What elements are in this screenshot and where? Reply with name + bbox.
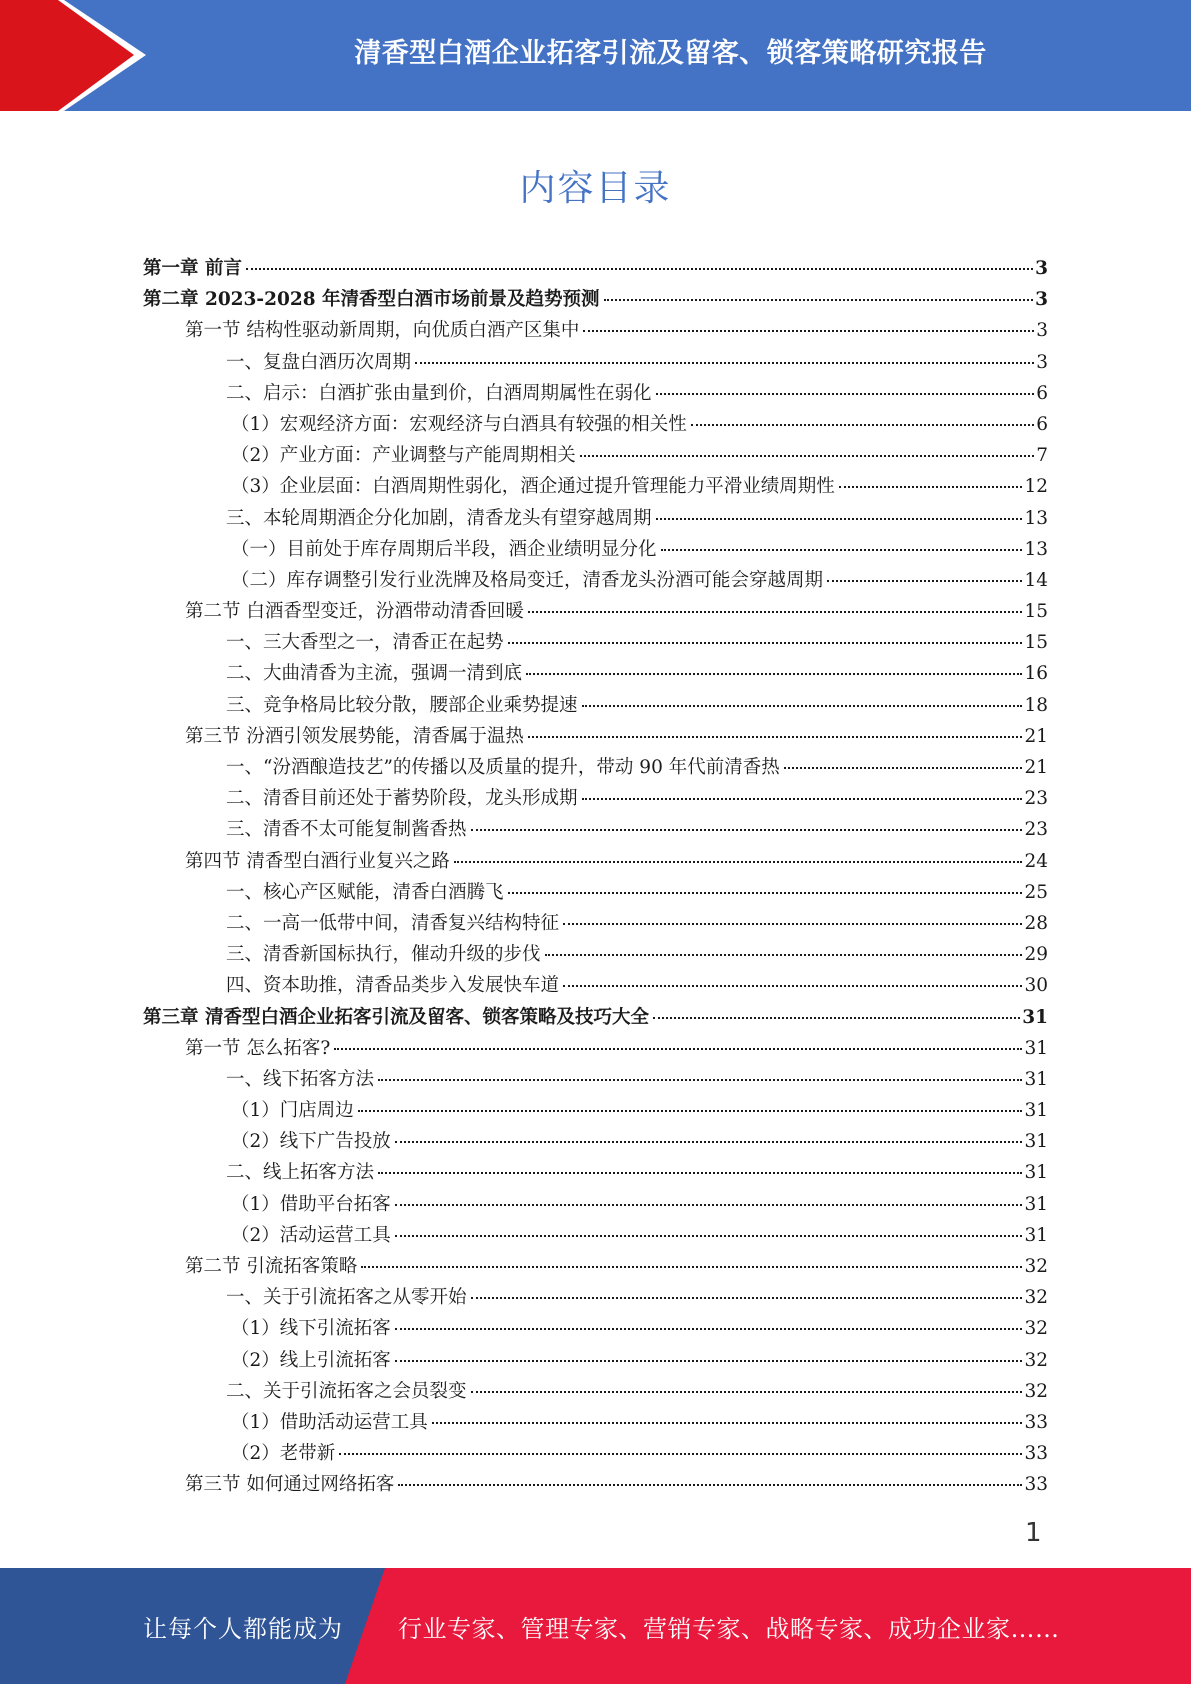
toc-entry[interactable] <box>143 1470 1048 1501</box>
toc-entry-title: 一、三大香型之一，清香正在起势 <box>226 632 504 654</box>
toc-heading: 内容目录 <box>519 168 672 209</box>
toc-leader-dots <box>528 735 1023 738</box>
page-footer <box>0 1568 1191 1684</box>
footer-slogan-left: 让每个人都能成为 <box>143 1614 343 1643</box>
toc-entry-page: 32 <box>1024 1256 1048 1277</box>
toc-leader-dots <box>246 267 1033 270</box>
toc-leader-dots <box>656 517 1023 520</box>
toc-leader-dots <box>653 1016 1020 1019</box>
toc-entry[interactable] <box>143 691 1048 722</box>
toc-entry-title: （二）库存调整引发行业洗牌及格局变迁，清香龙头汾酒可能会穿越周期 <box>231 569 824 591</box>
toc-leader-dots <box>395 1359 1023 1362</box>
toc-leader-dots <box>528 610 1023 613</box>
toc-entry[interactable] <box>143 535 1048 566</box>
toc-entry-title: （一）目前处于库存周期后半段，酒企业绩明显分化 <box>231 538 657 560</box>
toc-entry-title: 一、核心产区赋能，清香白酒腾飞 <box>226 881 504 903</box>
toc-entry-title: 一、线下拓客方法 <box>226 1068 375 1090</box>
toc-leader-dots <box>378 1171 1022 1174</box>
toc-entry-page: 31 <box>1024 1131 1048 1153</box>
toc-entry-title: 二、一高一低带中间，清香复兴结构特征 <box>226 912 560 934</box>
toc-entry[interactable] <box>143 784 1048 815</box>
toc-entry[interactable] <box>143 659 1048 690</box>
toc-entry-title: 第一节 结构性驱动新周期，向优质白酒产区集中 <box>185 320 580 342</box>
toc-leader-dots <box>582 704 1023 707</box>
toc-entry[interactable] <box>143 441 1048 472</box>
toc-entry-title: 三、竞争格局比较分散，腰部企业乘势提速 <box>226 694 578 716</box>
toc-entry-page: 31 <box>1024 1068 1048 1090</box>
toc-entry-page: 31 <box>1022 1006 1048 1028</box>
toc-entry-page: 14 <box>1024 569 1048 591</box>
toc-entry-page: 6 <box>1036 413 1048 435</box>
toc-leader-dots <box>580 454 1034 457</box>
toc-leader-dots <box>395 1203 1023 1206</box>
toc-entry[interactable] <box>143 472 1048 503</box>
toc-leader-dots <box>583 329 1034 332</box>
toc-entry-title: 二、大曲清香为主流，强调一清到底 <box>226 663 523 685</box>
toc-leader-dots <box>471 1390 1023 1393</box>
toc-entry-page: 13 <box>1024 507 1048 529</box>
table-of-contents <box>143 254 1048 1502</box>
toc-leader-dots <box>358 1109 1023 1112</box>
toc-entry-title: （2）老带新 <box>231 1443 336 1465</box>
toc-leader-dots <box>526 672 1022 675</box>
toc-entry-page: 12 <box>1024 476 1048 498</box>
toc-leader-dots <box>827 579 1022 582</box>
toc-entry[interactable] <box>143 1377 1048 1408</box>
toc-entry[interactable] <box>143 940 1048 971</box>
toc-entry-page: 23 <box>1024 819 1048 841</box>
toc-leader-dots <box>471 828 1023 831</box>
toc-entry-page: 3 <box>1035 289 1048 311</box>
toc-entry-page: 21 <box>1024 757 1048 778</box>
toc-entry-title: 第二章 2023-2028 年清香型白酒市场前景及趋势预测 <box>143 289 600 311</box>
toc-entry-page: 32 <box>1024 1349 1048 1371</box>
toc-entry-page: 28 <box>1024 912 1048 934</box>
toc-leader-dots <box>415 361 1034 364</box>
toc-entry-page: 31 <box>1024 1162 1048 1184</box>
page-header <box>0 0 1191 111</box>
toc-entry-title: 一、“汾酒酿造技艺”的传播以及质量的提升，带动 90 年代前清香热 <box>226 757 780 778</box>
toc-entry[interactable] <box>143 1065 1048 1096</box>
toc-entry-page: 25 <box>1024 881 1048 903</box>
toc-entry-page: 32 <box>1024 1380 1048 1402</box>
toc-entry[interactable] <box>143 1034 1048 1065</box>
toc-entry-page: 32 <box>1024 1287 1048 1309</box>
toc-entry-page: 30 <box>1024 975 1048 997</box>
toc-entry[interactable] <box>143 348 1048 379</box>
toc-entry[interactable] <box>143 1283 1048 1314</box>
toc-leader-dots <box>432 1421 1023 1424</box>
toc-entry[interactable] <box>143 1003 1048 1034</box>
toc-leader-dots <box>395 1140 1023 1143</box>
toc-entry[interactable] <box>143 1127 1048 1158</box>
toc-entry-title: 二、清香目前还处于蓄势阶段，龙头形成期 <box>226 788 578 810</box>
toc-entry[interactable] <box>143 504 1048 535</box>
toc-entry[interactable] <box>143 1252 1048 1283</box>
toc-entry-page: 31 <box>1024 1037 1048 1059</box>
toc-leader-dots <box>395 1327 1023 1330</box>
toc-leader-dots <box>545 953 1023 956</box>
toc-entry[interactable] <box>143 1346 1048 1377</box>
toc-entry-title: 三、本轮周期酒企分化加剧，清香龙头有望穿越周期 <box>226 507 652 529</box>
toc-leader-dots <box>656 392 1035 395</box>
toc-leader-dots <box>398 1483 1022 1486</box>
toc-entry[interactable] <box>143 410 1048 441</box>
toc-entry[interactable] <box>143 815 1048 846</box>
toc-entry-title: （2）线上引流拓客 <box>231 1349 391 1371</box>
toc-entry-title: 第二节 白酒香型变迁，汾酒带动清香回暖 <box>185 601 524 623</box>
toc-leader-dots <box>563 922 1022 925</box>
toc-entry-title: 第三节 汾酒引领发展势能，清香属于温热 <box>185 725 524 747</box>
toc-entry-page: 33 <box>1024 1443 1048 1465</box>
toc-entry-page: 15 <box>1024 632 1048 654</box>
toc-leader-dots <box>454 860 1023 863</box>
toc-entry[interactable] <box>143 285 1048 316</box>
toc-leader-dots <box>361 1265 1022 1268</box>
toc-entry-title: 一、复盘白酒历次周期 <box>226 351 412 373</box>
toc-leader-dots <box>604 298 1034 301</box>
toc-entry[interactable] <box>143 847 1048 878</box>
toc-entry-title: 第一节 怎么拓客? <box>185 1037 331 1059</box>
toc-entry-title: （1）宏观经济方面：宏观经济与白酒具有较强的相关性 <box>231 413 687 435</box>
toc-entry[interactable] <box>143 628 1048 659</box>
toc-entry-page: 24 <box>1024 850 1048 872</box>
toc-entry-page: 21 <box>1024 725 1048 747</box>
toc-leader-dots <box>691 423 1034 426</box>
toc-entry[interactable] <box>143 1190 1048 1221</box>
toc-entry-title: （1）借助活动运营工具 <box>231 1411 428 1433</box>
toc-entry[interactable] <box>143 254 1048 285</box>
toc-entry[interactable] <box>143 753 1048 784</box>
toc-leader-dots <box>563 984 1022 987</box>
toc-entry[interactable] <box>143 566 1048 597</box>
toc-leader-dots <box>582 797 1023 800</box>
toc-entry[interactable] <box>143 909 1048 940</box>
toc-entry-title: （2）线下广告投放 <box>231 1131 391 1153</box>
toc-entry[interactable] <box>143 1314 1048 1345</box>
toc-entry[interactable] <box>143 878 1048 909</box>
toc-entry[interactable] <box>143 1408 1048 1439</box>
toc-entry-title: 二、关于引流拓客之会员裂变 <box>226 1380 467 1402</box>
toc-entry[interactable] <box>143 971 1048 1002</box>
toc-entry-page: 15 <box>1024 601 1048 623</box>
toc-entry-page: 16 <box>1024 663 1048 685</box>
toc-entry-page: 23 <box>1024 788 1048 810</box>
toc-entry-page: 13 <box>1024 538 1048 560</box>
toc-entry[interactable] <box>143 379 1048 410</box>
toc-entry-title: （3）企业层面：白酒周期性弱化，酒企通过提升管理能力平滑业绩周期性 <box>231 476 835 498</box>
toc-leader-dots <box>395 1234 1023 1237</box>
toc-entry-page: 31 <box>1024 1100 1048 1122</box>
toc-leader-dots <box>471 1296 1023 1299</box>
toc-entry-page: 18 <box>1024 694 1048 716</box>
toc-leader-dots <box>661 548 1023 551</box>
toc-entry-title: 第三章 清香型白酒企业拓客引流及留客、锁客策略及技巧大全 <box>143 1006 649 1028</box>
toc-leader-dots <box>508 891 1023 894</box>
toc-entry[interactable] <box>143 1439 1048 1470</box>
toc-entry-page: 31 <box>1024 1193 1048 1215</box>
toc-entry-title: 二、线上拓客方法 <box>226 1162 375 1184</box>
toc-entry[interactable] <box>143 1221 1048 1252</box>
toc-entry-page: 32 <box>1024 1318 1048 1340</box>
toc-leader-dots <box>378 1078 1022 1081</box>
toc-entry-page: 3 <box>1036 351 1048 373</box>
toc-leader-dots <box>839 485 1023 488</box>
toc-entry-title: 第二节 引流拓客策略 <box>185 1256 358 1277</box>
toc-entry-title: 四、资本助推，清香品类步入发展快车道 <box>226 975 560 997</box>
toc-leader-dots <box>784 766 1023 769</box>
toc-entry-page: 7 <box>1036 445 1048 467</box>
toc-entry-page: 33 <box>1024 1411 1048 1433</box>
toc-entry-title: （2）活动运营工具 <box>231 1224 391 1246</box>
toc-entry-title: 一、关于引流拓客之从零开始 <box>226 1287 467 1309</box>
toc-entry-title: （1）借助平台拓客 <box>231 1193 391 1215</box>
toc-entry-title: （1）线下引流拓客 <box>231 1318 391 1340</box>
toc-entry[interactable] <box>143 316 1048 347</box>
toc-entry-title: 三、清香新国标执行，催动升级的步伐 <box>226 944 541 966</box>
toc-entry-title: 第四节 清香型白酒行业复兴之路 <box>185 850 450 872</box>
toc-entry-title: （2）产业方面：产业调整与产能周期相关 <box>231 445 576 467</box>
toc-entry-page: 3 <box>1035 258 1048 279</box>
toc-entry[interactable] <box>143 1158 1048 1189</box>
toc-entry[interactable] <box>143 597 1048 628</box>
toc-entry-title: 第一章 前言 <box>143 258 242 279</box>
toc-entry-title: 三、清香不太可能复制酱香热 <box>226 819 467 841</box>
toc-leader-dots <box>508 641 1023 644</box>
toc-entry[interactable] <box>143 1096 1048 1127</box>
toc-entry[interactable] <box>143 722 1048 753</box>
footer-slogan-right: 行业专家、管理专家、营销专家、战略专家、成功企业家…… <box>398 1614 1060 1643</box>
toc-entry-title: 第三节 如何通过网络拓客 <box>185 1474 395 1496</box>
toc-entry-page: 31 <box>1024 1224 1048 1246</box>
toc-entry-title: （1）门店周边 <box>231 1100 354 1122</box>
toc-leader-dots <box>334 1047 1022 1050</box>
toc-entry-title: 二、启示：白酒扩张由量到价，白酒周期属性在弱化 <box>226 382 652 404</box>
chevron-arrow-icon <box>0 0 160 111</box>
report-title: 清香型白酒企业拓客引流及留客、锁客策略研究报告 <box>354 37 987 69</box>
page-number: 1 <box>1025 1518 1042 1548</box>
toc-entry-page: 33 <box>1024 1474 1048 1496</box>
toc-entry-page: 3 <box>1036 320 1048 342</box>
toc-entry-page: 29 <box>1024 944 1048 966</box>
toc-entry-page: 6 <box>1036 382 1048 404</box>
toc-leader-dots <box>339 1452 1022 1455</box>
